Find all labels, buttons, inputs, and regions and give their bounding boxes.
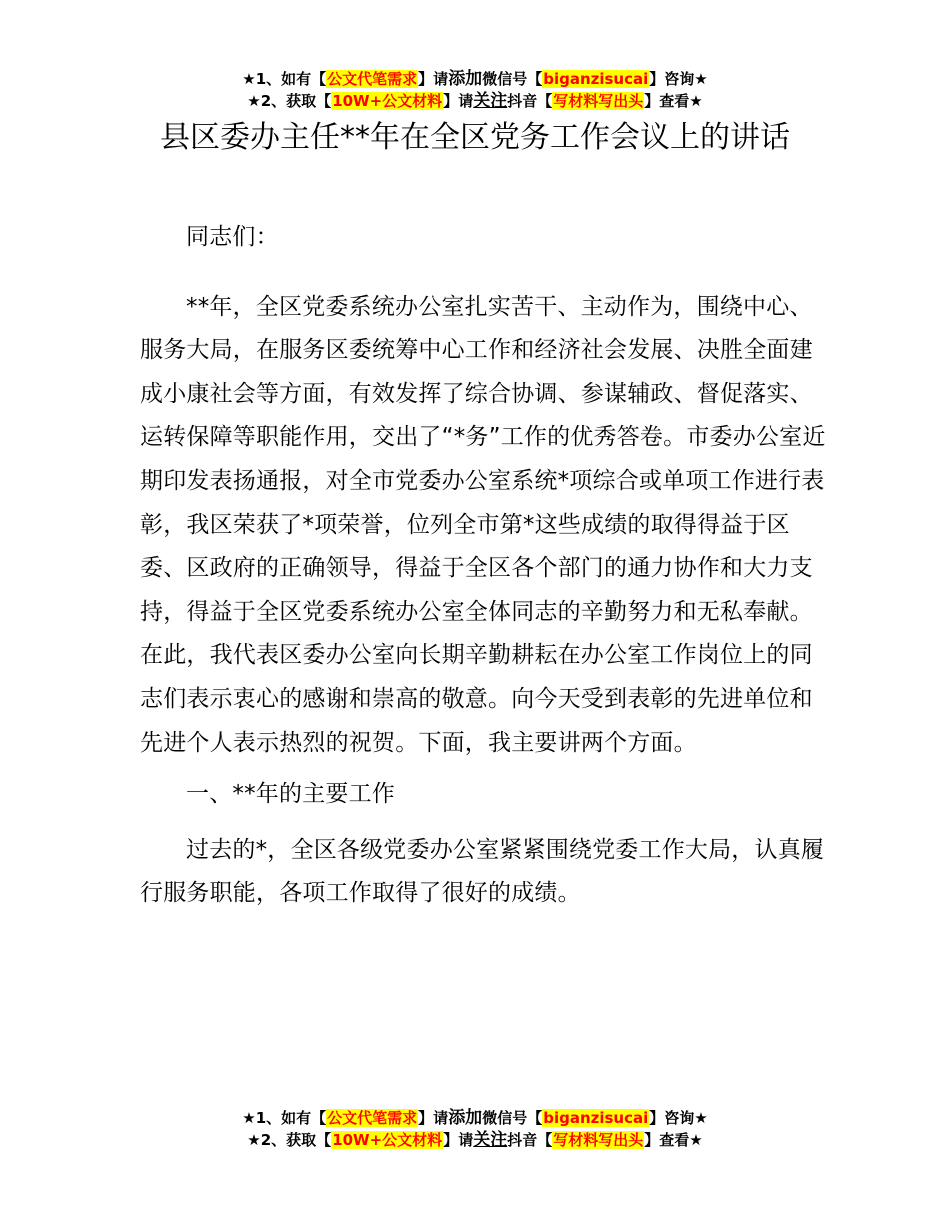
- banner-text: 抖音【: [507, 92, 553, 110]
- body-paragraph: **年，全区党委系统办公室扎实苦干、主动作为，围绕中心、服务大局，在服务区委统筹中心工作和经济社会发展、决胜全面建成小康社会等方面，有效发挥了综合协调、参谋辅政、督促落实、运转保障等职能作用，交出了“*务”工作的优秀答卷。市委办公室近期印发表扬通报，对全市党委办公室系统*项综合或单项工作进行表彰，我区荣获了*项荣誉，位列全市第*这些成绩的取得得益于区委、区政府的正确领导，得益于全区各个部门的通力协作和大力支持，得益于全区党委系统办公室全体同志的辛勤努力和无私奉献。在此，我代表区委办公室向长期辛勤耕耘在办公室工作岗位上的同志们表示衷心的感谢和崇高的敬意。向今天受到表彰的先进单位和先进个人表示热烈的祝贺。下面，我主要讲两个方面。: [140, 293, 826, 756]
- banner-text: 】查看★: [644, 92, 703, 110]
- highlight-materials-text: 10W+公文材料: [332, 1131, 443, 1149]
- banner-text: 】查看★: [644, 1131, 703, 1149]
- highlight-service-text: 公文代笔需求: [327, 70, 418, 88]
- banner-text: 】请: [418, 70, 449, 88]
- header-banner-line-2: [0, 90, 950, 112]
- body-paragraph: 过去的*，全区各级党委办公室紧紧围绕党委工作大局，认真履行服务职能，各项工作取得了很好的成绩。: [140, 836, 825, 907]
- banner-emphasis: 添加: [448, 1108, 483, 1128]
- document-title: 县区委办主任**年在全区党务工作会议上的讲话: [160, 120, 790, 155]
- highlight-wechat-id: biganzisucai: [543, 1109, 649, 1127]
- highlight-douyin-account: 写材料写出头: [553, 92, 644, 110]
- banner-text: 】请: [443, 92, 474, 110]
- banner-text: ★1、如有【: [242, 70, 327, 88]
- banner-text: 抖音【: [507, 1131, 553, 1149]
- header-banner-line-1: [0, 68, 950, 90]
- banner-text: ★1、如有【: [242, 1109, 327, 1127]
- highlight-douyin-account: 写材料写出头: [553, 1131, 644, 1149]
- banner-text: 】咨询★: [649, 1109, 708, 1127]
- highlight-materials-text: 10W+公文材料: [332, 92, 443, 110]
- banner-emphasis: 关注: [473, 91, 508, 111]
- banner-emphasis: 关注: [473, 1130, 508, 1150]
- banner-text: 微信号【: [482, 70, 543, 88]
- section-heading: 一、**年的主要工作: [186, 781, 395, 808]
- footer-banner-line-1: [0, 1107, 950, 1129]
- header-banner: [0, 68, 950, 112]
- banner-text: 】请: [418, 1109, 449, 1127]
- salutation: 同志们：: [186, 224, 279, 250]
- footer-banner: [0, 1107, 950, 1151]
- banner-text: ★2、获取【: [247, 1131, 332, 1149]
- banner-emphasis: 添加: [448, 69, 483, 89]
- footer-banner-line-2: [0, 1129, 950, 1151]
- document-body: [140, 216, 830, 916]
- banner-text: 微信号【: [482, 1109, 543, 1127]
- highlight-wechat-id: biganzisucai: [543, 70, 649, 88]
- banner-text: 】请: [443, 1131, 474, 1149]
- banner-text: 】咨询★: [649, 70, 708, 88]
- highlight-service-text: 公文代笔需求: [327, 1109, 418, 1127]
- banner-text: ★2、获取【: [247, 92, 332, 110]
